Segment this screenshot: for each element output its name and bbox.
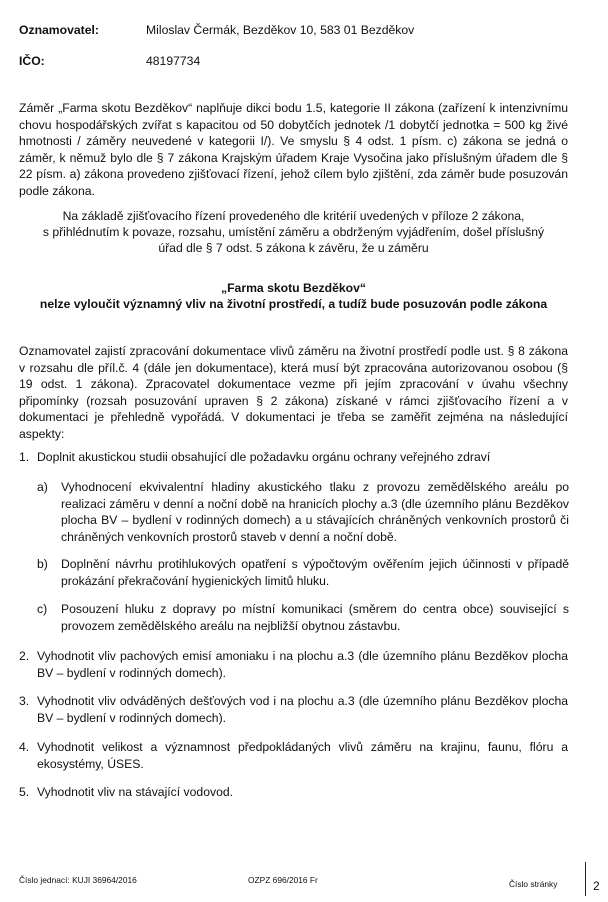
decision-line-1: Na základě zjišťovacího řízení provedeného dle kritérií uvedených v příloze 2 zákona, [62, 209, 525, 223]
item-3-number: 3. [19, 694, 30, 708]
item-1-number: 1. [19, 450, 30, 464]
document-title: „Farma skotu Bezděkov“ [221, 281, 366, 295]
document-subtitle: nelze vyloučit významný vliv na životní prostředí, a tudíž bude posuzován podle zákona [39, 297, 548, 311]
requirements-paragraph: Oznamovatel zajistí zpracování dokumentace vlivů záměru na životní prostředí podle ust. § 8 zákona v rozsahu dle příl.č. 4 (dále jen dokumentace), která musí být zpracována autorizovanou osobou (§ 19 odst. 1 zákona). Zpracovatel dokumentace vezme při jejím zpracování v úvahu všechny připomínky (rozsah posuzování upraven § 2 zákona) získané v rámci zjišťovacího řízení a v dokumentaci je přehledně vypořádá. V dokumentaci je třeba se zaměřit zejména na následující aspekty: [19, 344, 568, 441]
item-1-text: Doplnit akustickou studii obsahující dle požadavku orgánu ochrany veřejného zdraví [37, 450, 491, 464]
decision-line-2: s přihlédnutím k povaze, rozsahu, umístění záměru a obdrženým vyjádřením, došel příslušný [42, 225, 545, 239]
item-2-text: Vyhodnotit vliv pachových emisí amoniaku i na plochu a.3 (dle územního plánu Bezděkov plocha BV – bydlení v rodinných domech). [37, 649, 568, 680]
item-3-text: Vyhodnotit vliv odváděných dešťových vod i na plochu a.3 (dle územního plánu Bezděkov plocha BV – bydlení v rodinných domech). [37, 694, 568, 725]
footer-cislo-jednaci: Číslo jednací: KUJI 36964/2016 [19, 875, 137, 885]
item-4-number: 4. [19, 740, 30, 754]
footer-divider [585, 862, 586, 896]
decision-line-3: úřad dle § 7 odst. 5 zákona k závěru, že u záměru [158, 241, 429, 255]
page-number: 2 [593, 879, 600, 893]
item-5-number: 5. [19, 785, 30, 799]
item-5-text: Vyhodnotit vliv na stávající vodovod. [37, 785, 234, 799]
subitem-b-letter: b) [37, 557, 48, 571]
intro-paragraph: Záměr „Farma skotu Bezděkov“ naplňuje dikci bodu 1.5, kategorie II zákona (zařízení k intenzivnímu chovu hospodářských zvířat s kapacitou od 50 dobytčích jednotek /1 dobytčí jednotka = 500 kg živé hmotnosti / záměry neuvedené v kategorii I/). Ve smyslu § 4 odst. 1 písm. c) zákona se jedná o záměr, k němuž bylo dle § 7 zákona Krajským úřadem Kraje Vysočina jako příslušným úřadem dle § 22 písm. a) zákona provedeno zjišťovací řízení, jehož cílem bylo zjištění, zda záměr bude posuzován podle zákona. [19, 101, 568, 198]
footer-page-label: Číslo stránky [509, 879, 558, 889]
subitem-a-text: Vyhodnocení ekvivalentní hladiny akustického tlaku z provozu zemědělského areálu po realizaci záměru v denní a noční době na hranicích plochy a.3 (dle územního plánu Bezděkov plocha BV – bydlení v rodinných domech) a u stávajících chráněných venkovních prostorů či chráněných venkovních prostorů staveb v denní a noční době. [61, 480, 569, 544]
item-2-number: 2. [19, 649, 30, 663]
item-4-text: Vyhodnotit velikost a významnost předpokládaných vlivů záměru na krajinu, faunu, flóru a ekosystémy, ÚSES. [37, 740, 568, 771]
ico-value: 48197734 [146, 54, 201, 68]
subitem-b-text: Doplnění návrhu protihlukových opatření s výpočtovým ověřením jejich účinnosti v případě prokázání překračování hygienických limitů hluku. [61, 557, 569, 588]
subitem-c-letter: c) [37, 602, 48, 616]
footer-ozpz: OZPZ 696/2016 Fr [248, 875, 318, 885]
subitem-a-letter: a) [37, 480, 48, 494]
subitem-c-text: Posouzení hluku z dopravy po místní komunikaci (směrem do centra obce) související s provozem zemědělského areálu na nejbližší obytnou zástavbu. [61, 602, 569, 633]
oznamovatel-value: Miloslav Čermák, Bezděkov 10, 583 01 Bezděkov [146, 23, 415, 37]
oznamovatel-label: Oznamovatel: [19, 23, 99, 37]
ico-label: IČO: [19, 54, 45, 68]
